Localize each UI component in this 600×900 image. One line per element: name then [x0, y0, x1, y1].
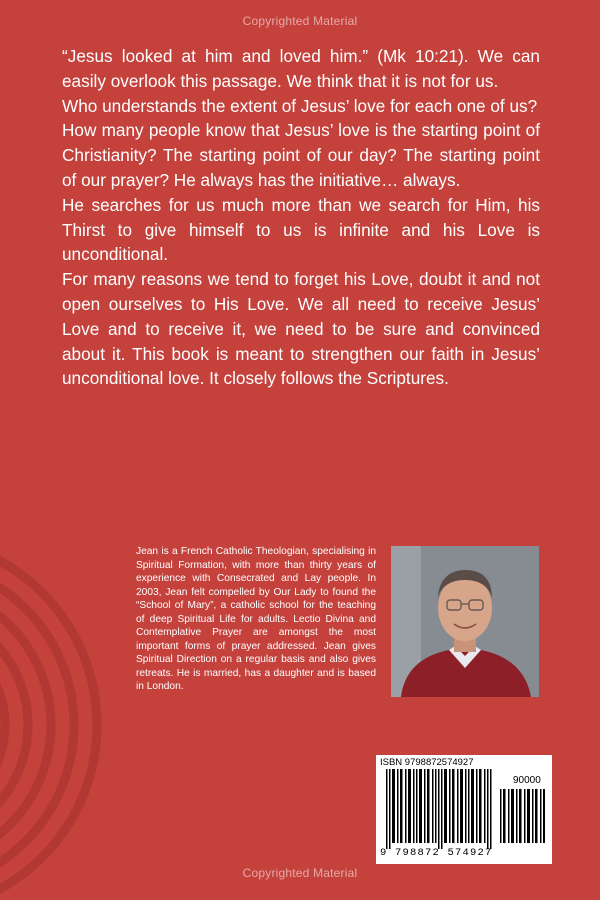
author-bio: Jean is a French Catholic Theologian, specialising in Spiritual Formation, with more than thirty years of experience with Consecrated and Lay people. In 2003, Jean felt compelled by Our Lady to found the “School of Mary”, a catholic school for the teaching of deep Spiritual Life for adults. Lectio Divina and Contemplative Prayer are amongst the most important forms of prayer addressed. Jean gives Spiritual Direction on a regular basis and also gives retreats. He is married, has a daughter and is based in London. [136, 546, 376, 692]
blurb-paragraph: He searches for us much more than we search for Him, his Thirst to give himself to us is infinite and his Love is unconditional. [62, 194, 540, 265]
blurb-paragraph: For many reasons we tend to forget his Love, doubt it and not open ourselves to His Love. We all need to receive Jesus’ Love and to receive it, we need to be sure and convinced about it. This book is meant to strengthen our faith in Jesus’ unconditional love. It closely follows the Scriptures. [62, 269, 540, 389]
author-photo [391, 546, 539, 697]
isbn-barcode [376, 755, 552, 864]
barcode-digits: 9 798872 574927 [380, 847, 493, 859]
blurb-paragraph: How many people know that Jesus’ love is the starting point of Christianity? The starting point of our day? The starting point of our prayer? He always has the initiative… always. [62, 120, 540, 190]
price-code: 90000 [513, 775, 541, 786]
back-cover-blurb [62, 44, 540, 391]
isbn-label: ISBN 9798872574927 [380, 757, 474, 768]
watermark-top: Copyrighted Material [242, 14, 358, 28]
blurb-paragraph: “Jesus looked at him and loved him.” (Mk 10:21). We can easily overlook this passage. We think that it is not for us. [62, 46, 540, 91]
watermark-bottom: Copyrighted Material [242, 866, 358, 880]
blurb-paragraph: Who understands the extent of Jesus’ love for each one of us? [62, 95, 538, 116]
